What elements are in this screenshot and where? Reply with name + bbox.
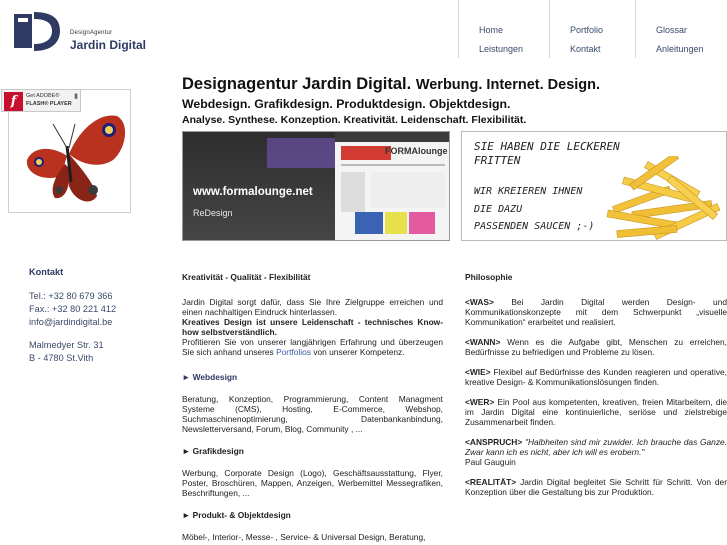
- nav-kontakt-link[interactable]: Kontakt: [570, 44, 601, 54]
- portfolio-banner[interactable]: [182, 131, 450, 241]
- fries-line1: SIE HABEN DIE LECKEREN: [474, 140, 620, 153]
- page-title-tail: Werbung. Internet. Design.: [415, 77, 601, 93]
- services-column: [182, 272, 443, 542]
- contact-block: [29, 266, 116, 365]
- contact-fax: Fax.: +32 80 221 412: [29, 304, 117, 314]
- was-key: <WAS>: [465, 297, 494, 307]
- wann-text: Wenn es die Aufgabe gibt, Menschen zu erreichen, Bedürfnisse zu befriedigen und Probleme zu lösen.: [465, 337, 727, 357]
- realitaet-text: Jardin Digital begleitet Sie Schritt für Schritt. Von der Konzeption über die Gestaltung bis zur Produktion.: [465, 477, 727, 497]
- portfolio-link[interactable]: Portfolios: [276, 347, 311, 357]
- wie-key: <WIE>: [465, 367, 491, 377]
- fries-line3: WIR KREIEREN IHNEN: [474, 186, 583, 197]
- wer-key: <WER>: [465, 397, 495, 407]
- webdesign-text: Beratung, Konzeption, Programmierung, Content Managment Systeme (CMS), Hosting, E-Commerce, Webshop, Suchmaschinenoptimierung, Datenbankanbindung, Newsletterversand, Forum, Blog, Community , ...: [182, 394, 443, 434]
- fries-line4: DIE DAZU: [474, 204, 523, 215]
- anspruch-paragraph: [465, 437, 727, 467]
- fries-line5: PASSENDEN SAUCEN ;-): [474, 221, 595, 232]
- formalounge-brand: FORMAlounge: [385, 146, 448, 156]
- intro-paragraph: [182, 297, 443, 357]
- fries-icon: [602, 156, 727, 241]
- flash-line2: FLASH® PLAYER: [26, 101, 72, 107]
- page-title: [182, 75, 600, 94]
- services-headline: Webdesign. Grafikdesign. Produktdesign. Objektdesign.: [182, 97, 511, 111]
- wann-paragraph: [465, 337, 727, 357]
- wie-paragraph: [465, 367, 727, 387]
- contact-street: Malmedyer Str. 31: [29, 340, 104, 350]
- logo-name: Jardin Digital: [70, 38, 147, 52]
- values-headline: Analyse. Synthese. Konzeption. Kreativität. Leidenschaft. Flexibilität.: [182, 114, 527, 126]
- intro-tail-a: Profitieren Sie von unserer langjährigen Erfahrung und überzeugen Sie sich anhand unseres: [182, 337, 443, 357]
- nav-column-2: [549, 0, 635, 58]
- contact-email[interactable]: info@jardindigital.be: [29, 317, 113, 327]
- logo[interactable]: [12, 8, 152, 54]
- nav-portfolio-link[interactable]: Portfolio: [570, 25, 604, 35]
- grafikdesign-heading[interactable]: ► Grafikdesign: [182, 446, 244, 456]
- intro-bold: Kreatives Design ist unsere Leidenschaft - technisches Know-how selbstverständlich.: [182, 317, 443, 337]
- website-screenshot: [335, 142, 450, 241]
- quote-author: Paul Gauguin: [465, 457, 516, 467]
- wer-text: Ein Pool aus kompetenten, kreativen, freien Mitarbeitern, die im Jardin Digital eine kontinuierliche, seriöse und zielstrebige Zusammenarbeit finden.: [465, 397, 727, 427]
- fries-banner[interactable]: [461, 131, 727, 241]
- top-navigation: [458, 0, 727, 58]
- nav-glossar-link[interactable]: Glossar: [656, 25, 688, 35]
- jd-logo-icon: [12, 8, 62, 54]
- services-heading: Kreativität - Qualität - Flexibilität: [182, 272, 311, 282]
- produktdesign-heading[interactable]: ► Produkt- & Objektdesign: [182, 510, 291, 520]
- grafikdesign-text: Werbung, Corporate Design (Logo), Geschäftsausstattung, Flyer, Poster, Broschüren, Mappen, Anzeigen, Werbemittel Messegrafiken, Beschriftungen, ...: [182, 468, 443, 498]
- philosophy-column: [465, 272, 727, 497]
- nav-column-3: [635, 0, 727, 58]
- wer-paragraph: [465, 397, 727, 427]
- intro-tail-b: von unserer Kompetenz.: [313, 347, 405, 357]
- banner-url: www.formalounge.net: [193, 186, 313, 198]
- was-text: Bei Jardin Digital werden Design- und Kommunikationskonzepte mit dem Schwerpunkt „visuelle Kommunikation“ erarbeitet und realisiert.: [465, 297, 727, 327]
- flash-icon: f: [4, 92, 23, 111]
- download-icon: ▮: [74, 93, 78, 100]
- fries-line2: FRITTEN: [474, 154, 521, 167]
- contact-heading: Kontakt: [29, 267, 64, 277]
- webdesign-heading[interactable]: ► Webdesign: [182, 372, 238, 382]
- realitaet-paragraph: [465, 477, 727, 497]
- flash-line1: Get ADOBE®: [26, 93, 60, 99]
- logo-subtitle: DesignAgentur: [70, 30, 113, 36]
- page-title-main: Designagentur Jardin Digital.: [182, 75, 412, 93]
- nav-column-1: [458, 0, 549, 58]
- banner-subtitle: ReDesign: [193, 208, 233, 218]
- produktdesign-text: Möbel-, Interior-, Messe- , Service- & Universal Design, Beratung,: [182, 532, 426, 542]
- flash-player-badge[interactable]: [1, 89, 81, 112]
- anspruch-quote: "Halbheiten sind mir zuwider. Ich brauche das Ganze. Zwar kann ich es nicht, aber ich will es erobern.": [465, 437, 727, 457]
- nav-anleitungen-link[interactable]: Anleitungen: [656, 44, 704, 54]
- philosophy-heading: Philosophie: [465, 272, 513, 282]
- nav-home-link[interactable]: Home: [479, 25, 504, 35]
- nav-leistungen-link[interactable]: Leistungen: [479, 44, 524, 54]
- was-paragraph: [465, 297, 727, 327]
- contact-tel: Tel.: +32 80 679 366: [29, 291, 113, 301]
- contact-city: B - 4780 St.Vith: [29, 353, 94, 363]
- anspruch-key: <ANSPRUCH>: [465, 437, 523, 447]
- wie-text: Flexibel auf Bedürfnisse des Kunden reagieren und operative, kreative Design- & Kommunikationslösungen finden.: [465, 367, 727, 387]
- intro-text: Jardin Digital sorgt dafür, dass Sie Ihre Zielgruppe erreichen und einen nachhaltigen Eindruck hinterlassen.: [182, 297, 443, 317]
- wann-key: <WANN>: [465, 337, 501, 347]
- realitaet-key: <REALITÄT>: [465, 477, 517, 487]
